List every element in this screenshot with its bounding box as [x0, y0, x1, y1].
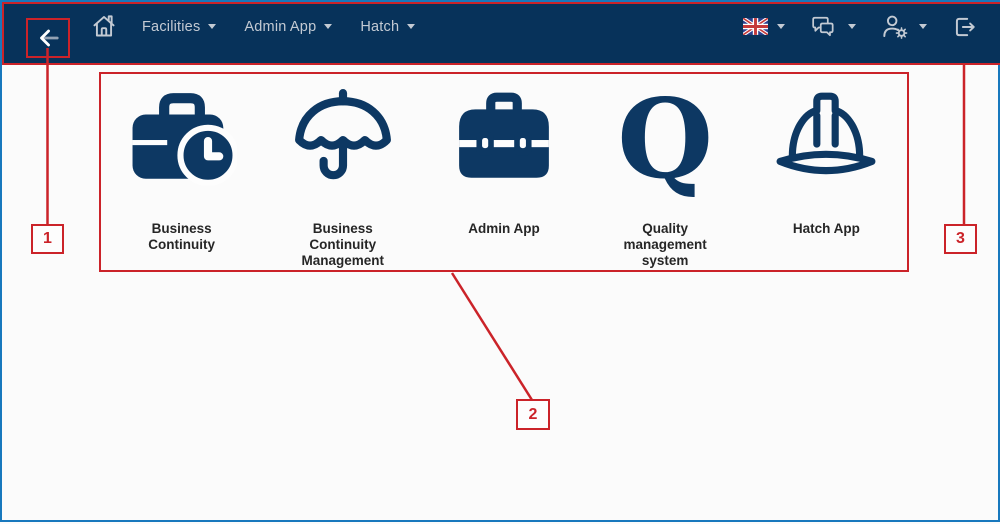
annotation-box-back-button — [26, 18, 70, 58]
messages-menu[interactable] — [809, 14, 856, 40]
app-tile-business-continuity[interactable] — [106, 86, 258, 253]
annotation-callout-2 — [516, 399, 550, 430]
app-tile-label: Admin App — [468, 221, 540, 236]
logout-button[interactable] — [951, 14, 978, 40]
nav-menu-admin-app[interactable] — [244, 19, 332, 35]
app-tile-label: Quality management system — [623, 221, 707, 268]
annotation-callout-3 — [944, 224, 977, 254]
chevron-down-icon — [848, 24, 856, 29]
uk-flag-icon — [743, 18, 768, 35]
language-selector[interactable] — [743, 18, 785, 35]
chevron-down-icon — [324, 24, 332, 29]
hard-hat-icon — [769, 86, 883, 191]
app-grid-panel — [99, 72, 909, 272]
user-gear-icon — [880, 13, 910, 40]
annotation-number: 3 — [956, 230, 965, 247]
chevron-down-icon — [777, 24, 785, 29]
app-tile-admin-app[interactable] — [428, 86, 580, 237]
main-menu — [142, 19, 415, 35]
toolbox-icon — [451, 86, 557, 191]
nav-menu-facilities-label: Facilities — [142, 18, 201, 35]
logout-icon — [951, 14, 978, 40]
chat-bubbles-icon — [809, 14, 839, 40]
nav-menu-admin-app-label: Admin App — [244, 18, 317, 35]
letter-q-glyph: Q — [617, 74, 714, 203]
annotation-callout-1 — [31, 224, 64, 254]
chevron-down-icon — [208, 24, 216, 29]
app-tile-hatch-app[interactable] — [750, 86, 902, 237]
app-tile-label: Business Continuity — [148, 221, 215, 252]
back-arrow-icon — [34, 25, 62, 51]
app-tile-label: Business Continuity Management — [301, 221, 385, 268]
home-button[interactable] — [90, 13, 118, 40]
app-tile-quality-management-system[interactable] — [589, 74, 741, 269]
umbrella-icon — [292, 86, 394, 191]
navbar-right-group — [743, 13, 978, 40]
annotation-number: 2 — [528, 405, 538, 423]
back-button[interactable] — [34, 25, 62, 51]
nav-menu-facilities[interactable] — [142, 19, 216, 35]
briefcase-clock-icon — [127, 86, 237, 191]
chevron-down-icon — [407, 24, 415, 29]
home-icon — [90, 13, 118, 40]
nav-menu-hatch-label: Hatch — [360, 18, 400, 35]
nav-menu-hatch[interactable] — [360, 19, 415, 35]
app-tile-business-continuity-management[interactable] — [267, 86, 419, 269]
user-settings-menu[interactable] — [880, 13, 927, 40]
chevron-down-icon — [919, 24, 927, 29]
letter-q-icon — [617, 74, 714, 203]
app-tile-label: Hatch App — [792, 221, 860, 236]
annotation-number: 1 — [43, 230, 52, 247]
top-navbar — [2, 2, 1000, 65]
